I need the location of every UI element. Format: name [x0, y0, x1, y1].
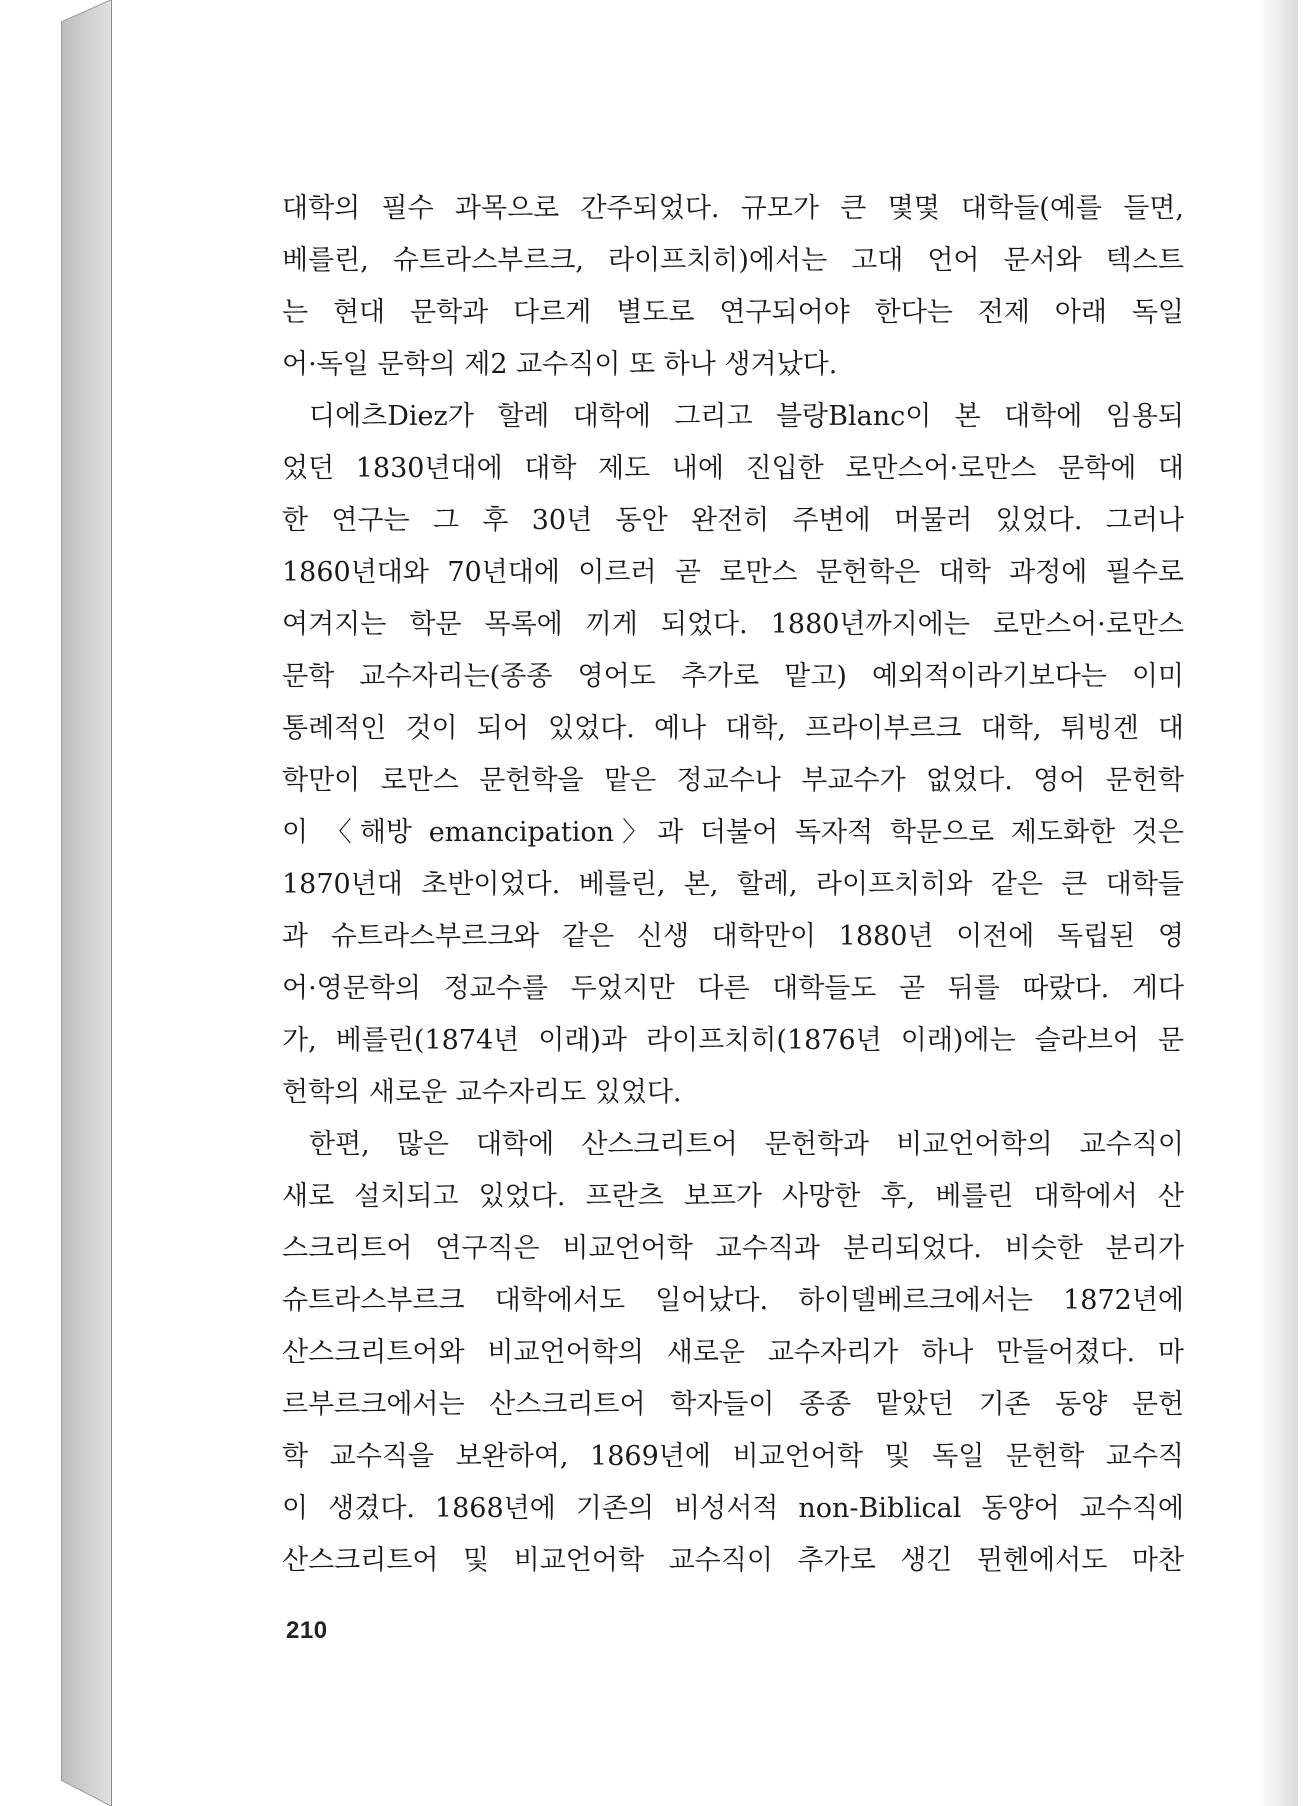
text-line: 문학 교수자리는(종종 영어도 추가로 맡고) 예외적이라기보다는 이미	[282, 661, 1184, 692]
text-line: 스크리트어 연구직은 비교언어학 교수직과 분리되었다. 비슷한 분리가	[282, 1233, 1184, 1264]
text-line: 는 현대 문학과 다르게 별도로 연구되어야 한다는 전제 아래 독일	[282, 297, 1184, 328]
text-line: 헌학의 새로운 교수자리도 있었다.	[282, 1077, 682, 1108]
text-line: 통례적인 것이 되어 있었다. 예나 대학, 프라이부르크 대학, 튀빙겐 대	[282, 713, 1184, 744]
text-line: 어·영문학의 정교수를 두었지만 다른 대학들도 곧 뒤를 따랐다. 게다	[282, 973, 1184, 1004]
text-line: 과 슈트라스부르크와 같은 신생 대학만이 1880년 이전에 독립된 영	[282, 921, 1184, 952]
text-line: 학만이 로만스 문헌학을 맡은 정교수나 부교수가 없었다. 영어 문헌학	[282, 765, 1184, 796]
text-line: 이 〈해방 emancipation〉과 더불어 독자적 학문으로 제도화한 것은	[282, 817, 1184, 848]
text-line: 이 생겼다. 1868년에 기존의 비성서적 non-Biblical 동양어 교수직에	[282, 1493, 1184, 1524]
page-edge-shadow	[1258, 0, 1298, 1806]
text-line: 한 연구는 그 후 30년 동안 완전히 주변에 머물러 있었다. 그러나	[282, 505, 1184, 536]
text-line: 가, 베를린(1874년 이래)과 라이프치히(1876년 이래)에는 슬라브어 문	[282, 1025, 1184, 1056]
body-text	[282, 183, 1184, 1587]
text-line: 었던 1830년대에 대학 제도 내에 진입한 로만스어·로만스 문학에 대	[282, 453, 1184, 484]
text-line: 1860년대와 70년대에 이르러 곧 로만스 문헌학은 대학 과정에 필수로	[282, 557, 1184, 588]
text-line: 1870년대 초반이었다. 베를린, 본, 할레, 라이프치히와 같은 큰 대학들	[282, 869, 1184, 900]
text-line: 베를린, 슈트라스부르크, 라이프치히)에서는 고대 언어 문서와 텍스트	[282, 245, 1184, 276]
text-line: 산스크리트어 및 비교언어학 교수직이 추가로 생긴 뮌헨에서도 마찬	[282, 1545, 1184, 1576]
text-line: 슈트라스부르크 대학에서도 일어났다. 하이델베르크에서는 1872년에	[282, 1285, 1184, 1316]
page-number: 210	[286, 1617, 328, 1644]
text-line: 어·독일 문학의 제2 교수직이 또 하나 생겨났다.	[282, 349, 838, 380]
text-line: 르부르크에서는 산스크리트어 학자들이 종종 맡았던 기존 동양 문헌	[282, 1389, 1184, 1420]
text-line: 여겨지는 학문 목록에 끼게 되었다. 1880년까지에는 로만스어·로만스	[282, 609, 1184, 640]
text-line: 새로 설치되고 있었다. 프란츠 보프가 사망한 후, 베를린 대학에서 산	[282, 1181, 1184, 1212]
text-line: 디에츠Diez가 할레 대학에 그리고 블랑Blanc이 본 대학에 임용되	[309, 401, 1184, 432]
text-line: 학 교수직을 보완하여, 1869년에 비교언어학 및 독일 문헌학 교수직	[282, 1441, 1184, 1472]
text-line: 한편, 많은 대학에 산스크리트어 문헌학과 비교언어학의 교수직이	[309, 1129, 1184, 1160]
text-line: 산스크리트어와 비교언어학의 새로운 교수자리가 하나 만들어졌다. 마	[282, 1337, 1184, 1368]
text-line: 대학의 필수 과목으로 간주되었다. 규모가 큰 몇몇 대학들(예를 들면,	[282, 193, 1184, 224]
